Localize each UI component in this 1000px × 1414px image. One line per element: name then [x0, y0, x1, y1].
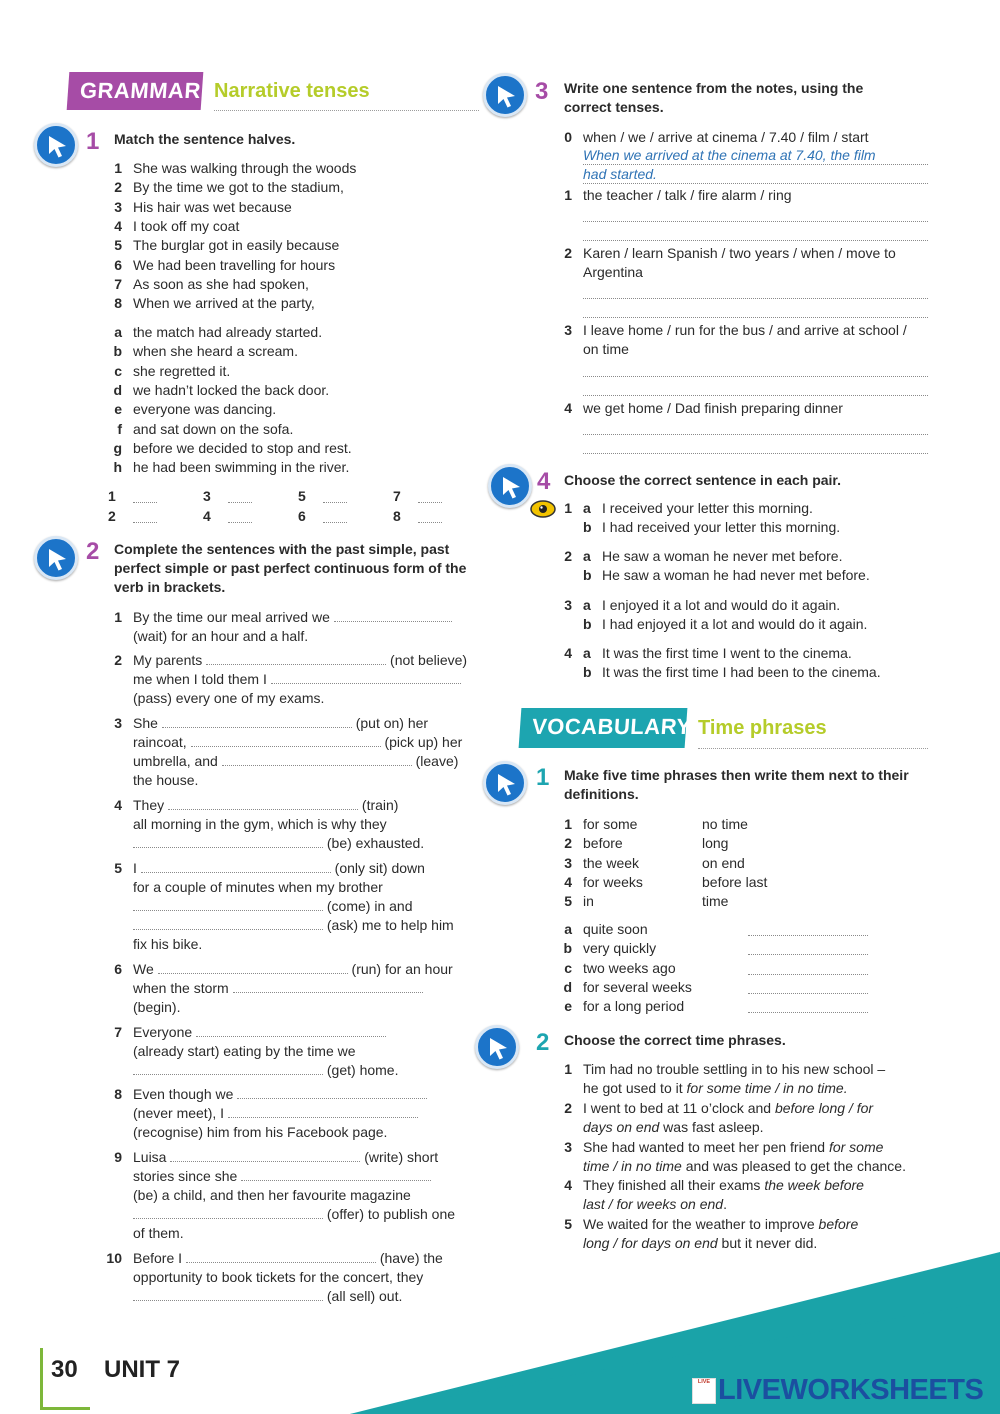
vex2-choice[interactable]: the week before	[764, 1177, 864, 1193]
ex2-item-text: We (run) for an hour	[133, 961, 453, 977]
ex4-option[interactable]: It was the first time I went to the cinema.	[602, 644, 852, 661]
vex1-phrase-number: 4	[564, 873, 572, 890]
ex3-example-answer-1: When we arrived at the cinema at 7.40, the film	[583, 147, 876, 163]
ex4-option[interactable]: I had enjoyed it a lot and would do it again.	[602, 615, 868, 632]
ex1-half-text: he had been swimming in the river.	[133, 459, 350, 476]
ex4-option-letter: b	[583, 519, 592, 535]
vex2-choice[interactable]: days on end	[583, 1119, 660, 1135]
ex1-half-text: everyone was dancing.	[133, 401, 277, 418]
vex2-choice[interactable]: for some	[828, 1139, 884, 1155]
ex3-item-text: the teacher / talk / fire alarm / ring	[583, 187, 792, 203]
vex1-phrase-end: on end	[702, 854, 745, 871]
vex1-phrase-number: 3	[564, 854, 572, 871]
vex2-choice[interactable]: before long / for	[774, 1100, 874, 1116]
vex1-definition-letter: e	[564, 998, 572, 1015]
vex2-item-text: She had wanted to meet her pen friend for some	[583, 1139, 884, 1155]
vex2-choice[interactable]: before	[818, 1216, 859, 1232]
vex1-definition-letter: a	[564, 921, 572, 937]
ex2-item-text: By the time our meal arrived we	[133, 608, 452, 627]
ex4-option-letter: a	[583, 500, 591, 516]
ex1-half-letter: c	[114, 362, 122, 379]
ex3-item-text: I leave home / run for the bus / and arrive at school /	[583, 322, 907, 338]
ex2-item-text: raincoat, (pick up) her	[133, 734, 463, 750]
vex1-definition-text: for a long period	[583, 998, 685, 1015]
vex2-item-text: he got used to it for some time / in no time.	[583, 1080, 848, 1096]
ex1-half-text: His hair was wet because	[133, 198, 292, 215]
ex1-answer-number: 1	[108, 488, 116, 504]
vex2-item-text: last / for weeks on end.	[583, 1196, 727, 1212]
ex4-option[interactable]: I enjoyed it a lot and would do it again.	[602, 596, 841, 613]
ex2-item-text: (begin).	[133, 999, 181, 1015]
vex2-item-number: 3	[564, 1139, 572, 1155]
vex1-phrase-end: time	[702, 893, 729, 910]
ex2-item-number: 4	[114, 797, 122, 813]
ex1-half-letter: a	[114, 324, 122, 340]
vex2-number: 2	[536, 1029, 550, 1056]
vex1-phrase-number: 2	[564, 835, 572, 852]
ex1-half-text: the match had already started.	[133, 324, 323, 340]
ex1-half-number: 2	[114, 179, 122, 196]
ex1-half-text: The burglar got in easily because	[133, 237, 340, 254]
ex3-item-number: 1	[564, 187, 572, 203]
vex1-definition-letter: b	[563, 940, 572, 957]
ex4-option[interactable]: I had received your letter this morning.	[602, 519, 841, 535]
ex2-item-text: (wait) for an hour and a half.	[133, 628, 309, 644]
ex1-half-text: As soon as she had spoken,	[133, 275, 309, 292]
ex1-half-text: She was walking through the woods	[133, 160, 357, 176]
vex1-definition-text: two weeks ago	[583, 959, 676, 976]
ex3-instruction-2: correct tenses.	[564, 99, 664, 115]
vex1-instruction-1: Make five time phrases then write them next to their	[564, 767, 909, 783]
ex2-item-text: (already start) eating by the time we	[133, 1043, 356, 1059]
ex1-half-text: when she heard a scream.	[133, 343, 298, 360]
ex2-item-text: me when I told them I	[133, 670, 461, 689]
footer-page-rule	[40, 1348, 43, 1410]
ex2-item-number: 7	[114, 1024, 122, 1040]
vex2-item-number: 1	[564, 1061, 572, 1077]
ex4-pair-number: 4	[564, 644, 572, 661]
ex2-item-text: all morning in the gym, which is why they	[133, 816, 387, 832]
ex2-item-number: 8	[114, 1086, 122, 1102]
ex1-half-text: before we decided to stop and rest.	[133, 439, 352, 456]
vex1-definition-text: for several weeks	[583, 978, 692, 995]
ex1-half-text: I took off my coat	[133, 217, 240, 234]
ex1-half-text: we hadn’t locked the back door.	[133, 381, 330, 398]
ex4-option-letter: a	[583, 548, 591, 565]
ex2-number: 2	[86, 538, 100, 565]
ex3-item-text: we get home / Dad finish preparing dinner	[583, 400, 843, 416]
vocabulary-subtitle: Time phrases	[698, 717, 827, 739]
ex4-pair-number: 1	[564, 500, 572, 516]
ex4-instruction: Choose the correct sentence in each pair.	[564, 472, 841, 488]
vex1-definition-letter: d	[563, 978, 572, 995]
ex1-half-number: 4	[114, 217, 122, 234]
ex1-answer-number: 5	[298, 488, 306, 504]
ex1-answer-number: 4	[203, 508, 211, 524]
ex1-half-text: When we arrived at the party,	[133, 295, 315, 312]
vex1-phrase-start: for some	[583, 816, 638, 832]
vex1-phrase-end: before last	[702, 873, 768, 890]
ex1-half-text: By the time we got to the stadium,	[133, 179, 344, 196]
vex2-item-text: time / in no time and was pleased to get the chance.	[583, 1158, 906, 1174]
vex2-item-text: long / for days on end but it never did.	[583, 1235, 818, 1251]
vex2-item-text: days on end was fast asleep.	[583, 1119, 764, 1135]
brand-logo-box-text: LIVE	[697, 1379, 711, 1385]
ex1-half-letter: b	[113, 343, 122, 360]
ex4-option-letter: b	[583, 567, 592, 584]
vex1-phrase-end: no time	[702, 816, 748, 832]
vex2-choice[interactable]: last / for weeks on end	[583, 1196, 724, 1212]
ex2-item-number: 3	[114, 715, 122, 731]
ex4-option[interactable]: I received your letter this morning.	[602, 500, 813, 516]
vex1-definition-letter: c	[564, 959, 572, 976]
ex3-item-text: Argentina	[583, 264, 643, 280]
vex2-choice[interactable]: time / in no time	[583, 1158, 682, 1174]
ex1-half-number: 7	[114, 275, 122, 292]
ex2-item-text: Even though we	[133, 1085, 427, 1104]
ex2-item-text: (recognise) him from his Facebook page.	[133, 1124, 388, 1140]
ex2-item-text: She (put on) her	[133, 715, 429, 731]
ex1-number: 1	[86, 128, 100, 155]
ex1-half-number: 8	[114, 295, 122, 312]
ex1-answer-number: 2	[108, 508, 116, 524]
vex1-instruction-2: definitions.	[564, 786, 639, 802]
ex2-item-text: when the storm	[133, 979, 423, 998]
ex1-answer-number: 3	[203, 488, 211, 504]
ex1-half-number: 3	[114, 198, 122, 215]
ex1-answer-number: 7	[393, 488, 401, 504]
vex2-item-number: 2	[564, 1100, 572, 1116]
ex2-item-text: (be) exhausted.	[133, 834, 424, 853]
ex1-half-letter: h	[113, 459, 122, 476]
vex2-item-text: Tim had no trouble settling in to his new school –	[583, 1061, 886, 1077]
ex1-instruction: Match the sentence halves.	[114, 131, 296, 147]
vex2-item-text: We waited for the weather to improve before	[583, 1216, 859, 1232]
ex2-item-number: 10	[106, 1250, 122, 1266]
ex4-option-letter: b	[583, 615, 592, 632]
ex2-item-text: stories since she	[133, 1167, 431, 1186]
ex3-example-prompt: when / we / arrive at cinema / 7.40 / film / start	[583, 129, 869, 145]
ex2-item-text: the house.	[133, 772, 199, 788]
vex1-phrase-end: long	[702, 835, 729, 852]
grammar-label: GRAMMAR	[67, 72, 204, 110]
page-number: 30	[51, 1356, 78, 1383]
vex1-phrase-start: in	[583, 893, 594, 910]
ex3-example-number: 0	[564, 129, 572, 145]
ex2-item-text: (offer) to publish one	[133, 1205, 455, 1224]
ex2-item-text: I (only sit) down	[133, 860, 425, 876]
vex1-phrase-start: for weeks	[583, 873, 643, 890]
vex1-phrase-number: 5	[564, 893, 572, 910]
ex2-item-text: (all sell) out.	[133, 1287, 402, 1306]
ex4-option-letter: b	[583, 663, 592, 680]
vex1-definition-text: very quickly	[583, 940, 657, 957]
ex1-half-number: 5	[114, 237, 122, 254]
ex4-pair-number: 3	[564, 596, 572, 613]
ex2-item-text: (never meet), I	[133, 1104, 418, 1123]
vex2-item-text: I went to bed at 11 o’clock and before long / for	[583, 1100, 874, 1116]
ex1-answer-number: 6	[298, 508, 306, 524]
ex2-item-text: My parents (not believe)	[133, 652, 468, 668]
brand-text: LIVEWORKSHEETS	[718, 1374, 984, 1406]
vocabulary-label: VOCABULARY	[519, 708, 688, 748]
brand-logo-box	[692, 1378, 716, 1404]
vex1-number: 1	[536, 764, 550, 791]
ex4-option-letter: a	[583, 596, 591, 613]
ex3-item-number: 3	[564, 322, 572, 338]
ex4-option[interactable]: It was the first time I had been to the cinema.	[602, 663, 881, 680]
ex4-number: 4	[537, 468, 551, 495]
ex2-item-text: (be) a child, and then her favourite magazine	[133, 1187, 411, 1203]
ex2-item-number: 5	[114, 860, 122, 876]
ex1-half-letter: f	[117, 420, 122, 437]
ex2-item-text: (pass) every one of my exams.	[133, 690, 325, 706]
ex1-half-number: 6	[114, 256, 122, 273]
vex1-phrase-start: before	[583, 835, 623, 852]
vex2-choice[interactable]: for some time / in no time.	[686, 1080, 848, 1096]
ex3-item-number: 2	[564, 245, 572, 261]
ex3-item-text: Karen / learn Spanish / two years / when / move to	[583, 245, 896, 261]
ex3-instruction-1: Write one sentence from the notes, using the	[564, 80, 864, 96]
ex3-item-text: on time	[583, 341, 629, 357]
ex2-item-text: Luisa (write) short	[133, 1149, 439, 1165]
ex2-instruction-2: perfect simple or past perfect continuous form of the	[114, 560, 467, 576]
ex1-half-letter: d	[113, 381, 122, 398]
ex4-option[interactable]: He saw a woman he had never met before.	[602, 567, 870, 584]
ex3-example-answer-2: had started.	[583, 166, 657, 182]
ex2-item-text: (ask) me to help him	[133, 916, 454, 935]
vex2-item-number: 5	[564, 1216, 572, 1232]
ex2-item-number: 6	[114, 961, 122, 977]
ex1-half-text: she regretted it.	[133, 362, 231, 379]
ex2-item-number: 2	[114, 652, 122, 668]
ex4-pair-number: 2	[564, 548, 572, 565]
ex2-item-text: for a couple of minutes when my brother	[133, 879, 383, 895]
ex4-option[interactable]: He saw a woman he never met before.	[602, 548, 843, 565]
vex2-choice[interactable]: long / for days on end	[583, 1235, 718, 1251]
ex2-item-number: 1	[114, 609, 122, 625]
ex4-option-letter: a	[583, 644, 591, 661]
ex2-item-text: of them.	[133, 1225, 184, 1241]
vex2-item-text: They finished all their exams the week before	[583, 1177, 864, 1193]
vex2-instruction: Choose the correct time phrases.	[564, 1032, 786, 1048]
ex1-half-letter: e	[114, 401, 122, 418]
ex1-half-number: 1	[114, 160, 122, 176]
vex1-phrase-start: the week	[583, 854, 640, 871]
vex1-definition-text: quite soon	[583, 921, 648, 937]
footer-page-rule-bottom	[40, 1407, 90, 1410]
ex2-instruction-1: Complete the sentences with the past simple, past	[114, 541, 450, 557]
ex2-item-text: (come) in and	[133, 897, 412, 916]
ex2-item-number: 9	[114, 1149, 122, 1165]
ex3-number: 3	[535, 78, 549, 105]
ex2-item-text: (get) home.	[133, 1061, 398, 1080]
unit-label: UNIT 7	[104, 1356, 181, 1383]
ex2-item-text: opportunity to book tickets for the concert, they	[133, 1269, 424, 1285]
ex1-half-letter: g	[113, 439, 122, 456]
vex1-phrase-number: 1	[564, 816, 572, 832]
ex3-item-number: 4	[564, 400, 572, 416]
ex2-item-text: Everyone	[133, 1023, 386, 1042]
ex2-item-text: Before I (have) the	[133, 1250, 443, 1266]
ex1-half-text: and sat down on the sofa.	[133, 420, 294, 437]
ex1-answer-number: 8	[393, 508, 401, 524]
ex2-item-text: fix his bike.	[133, 936, 203, 952]
grammar-subtitle: Narrative tenses	[214, 80, 370, 102]
vex2-item-number: 4	[564, 1177, 572, 1193]
ex2-item-text: umbrella, and (leave)	[133, 753, 459, 769]
ex2-instruction-3: verb in brackets.	[114, 579, 226, 595]
ex1-half-text: We had been travelling for hours	[133, 256, 336, 273]
ex2-item-text: They (train)	[133, 797, 399, 813]
